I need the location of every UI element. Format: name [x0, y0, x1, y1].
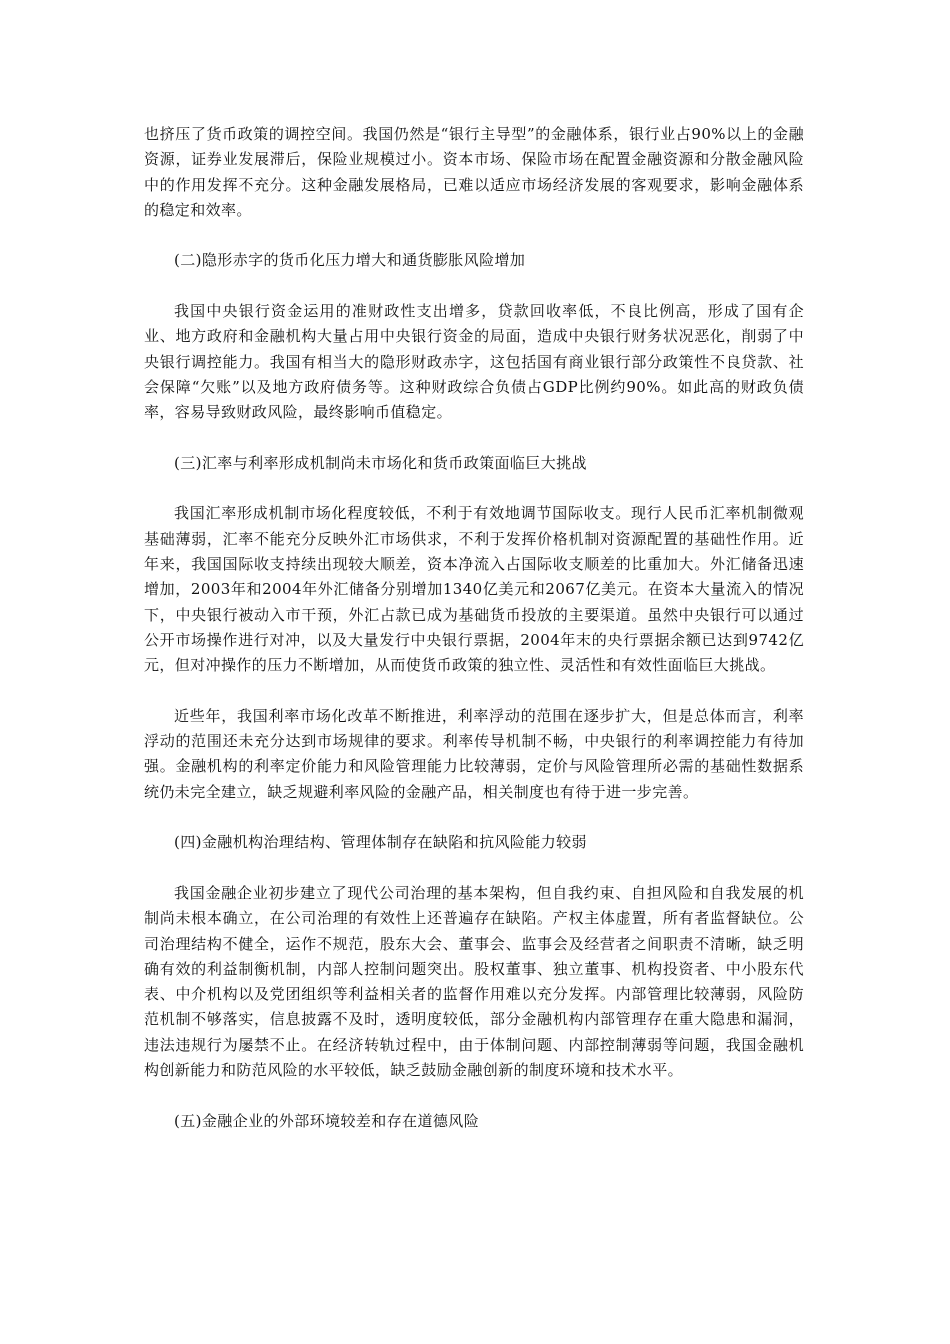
paragraph-financial-system: 也挤压了货币政策的调控空间。我国仍然是“银行主导型”的金融体系，银行业占90%以上的金融资源，证券业发展滞后，保险业规模过小。资本市场、保险市场在配置金融资源和分散金融风险中的作用发挥不充分。这种金融发展格局，已难以适应市场经济发展的客观要求，影响金融体系的稳定和效率。 [144, 125, 804, 219]
paragraph-interest-rate: 近些年，我国利率市场化改革不断推进，利率浮动的范围在逐步扩大，但是总体而言，利率浮动的范围还未充分达到市场规律的要求。利率传导机制不畅，中央银行的利率调控能力有待加强。金融机构的利率定价能力和风险管理能力比较薄弱，定价与风险管理所必需的基础性数据系统仍未完全建立，缺乏规避利率风险的金融产品，相关制度也有待于进一步完善。 [144, 706, 804, 801]
document-body [144, 122, 804, 1134]
section-heading-hidden-deficit: (二)隐形赤字的货币化压力增大和通货膨胀风险增加 [174, 251, 526, 270]
section-heading-external-environment: (五)金融企业的外部环境较差和存在道德风险 [174, 1111, 480, 1130]
paragraph-exchange-rate: 我国汇率形成机制市场化程度较低，不利于有效地调节国际收支。现行人民币汇率机制微观基础薄弱，汇率不能充分反映外汇市场供求，不利于发挥价格机制对资源配置的基础性作用。近年来，我国国际收支持续出现较大顺差，资本净流入占国际收支顺差的比重加大。外汇储备迅速增加，2003年和2004年外汇储备分别增加1340亿美元和2067亿美元。在资本大量流入的情况下，中央银行被动入市干预，外汇占款已成为基础货币投放的主要渠道。虽然中央银行可以通过公开市场操作进行对冲，以及大量发行中央银行票据，2004年末的央行票据余额已达到9742亿元，但对冲操作的压力不断增加，从而使货币政策的独立性、灵活性和有效性面临巨大挑战。 [144, 504, 804, 675]
paragraph-central-bank-funds: 我国中央银行资金运用的准财政性支出增多，贷款回收率低，不良比例高，形成了国有企业、地方政府和金融机构大量占用中央银行资金的局面，造成中央银行财务状况恶化，削弱了中央银行调控能力。我国有相当大的隐形财政赤字，这包括国有商业银行部分政策性不良贷款、社会保障“欠账”以及地方政府债务等。这种财政综合负债占GDP比例约90%。如此高的财政负债率，容易导致财政风险，最终影响币值稳定。 [144, 302, 804, 422]
section-heading-governance: (四)金融机构治理结构、管理体制存在缺陷和抗风险能力较弱 [174, 833, 587, 852]
paragraph-corporate-governance: 我国金融企业初步建立了现代公司治理的基本架构，但自我约束、自担风险和自我发展的机制尚未根本确立，在公司治理的有效性上还普遍存在缺陷。产权主体虚置，所有者监督缺位。公司治理结构不健全，运作不规范，股东大会、董事会、监事会及经营者之间职责不清晰，缺乏明确有效的利益制衡机制，内部人控制问题突出。股权董事、独立董事、机构投资者、中小股东代表、中介机构以及党团组织等利益相关者的监督作用难以充分发挥。内部管理比较薄弱，风险防范机制不够落实，信息披露不及时，透明度较低，部分金融机构内部管理存在重大隐患和漏洞，违法违规行为屡禁不止。在经济转轨过程中，由于体制问题、内部控制薄弱等问题，我国金融机构创新能力和防范风险的水平较低，缺乏鼓励金融创新的制度环境和技术水平。 [144, 883, 804, 1079]
section-heading-exchange-interest-rate: (三)汇率与利率形成机制尚未市场化和货币政策面临巨大挑战 [174, 453, 587, 472]
